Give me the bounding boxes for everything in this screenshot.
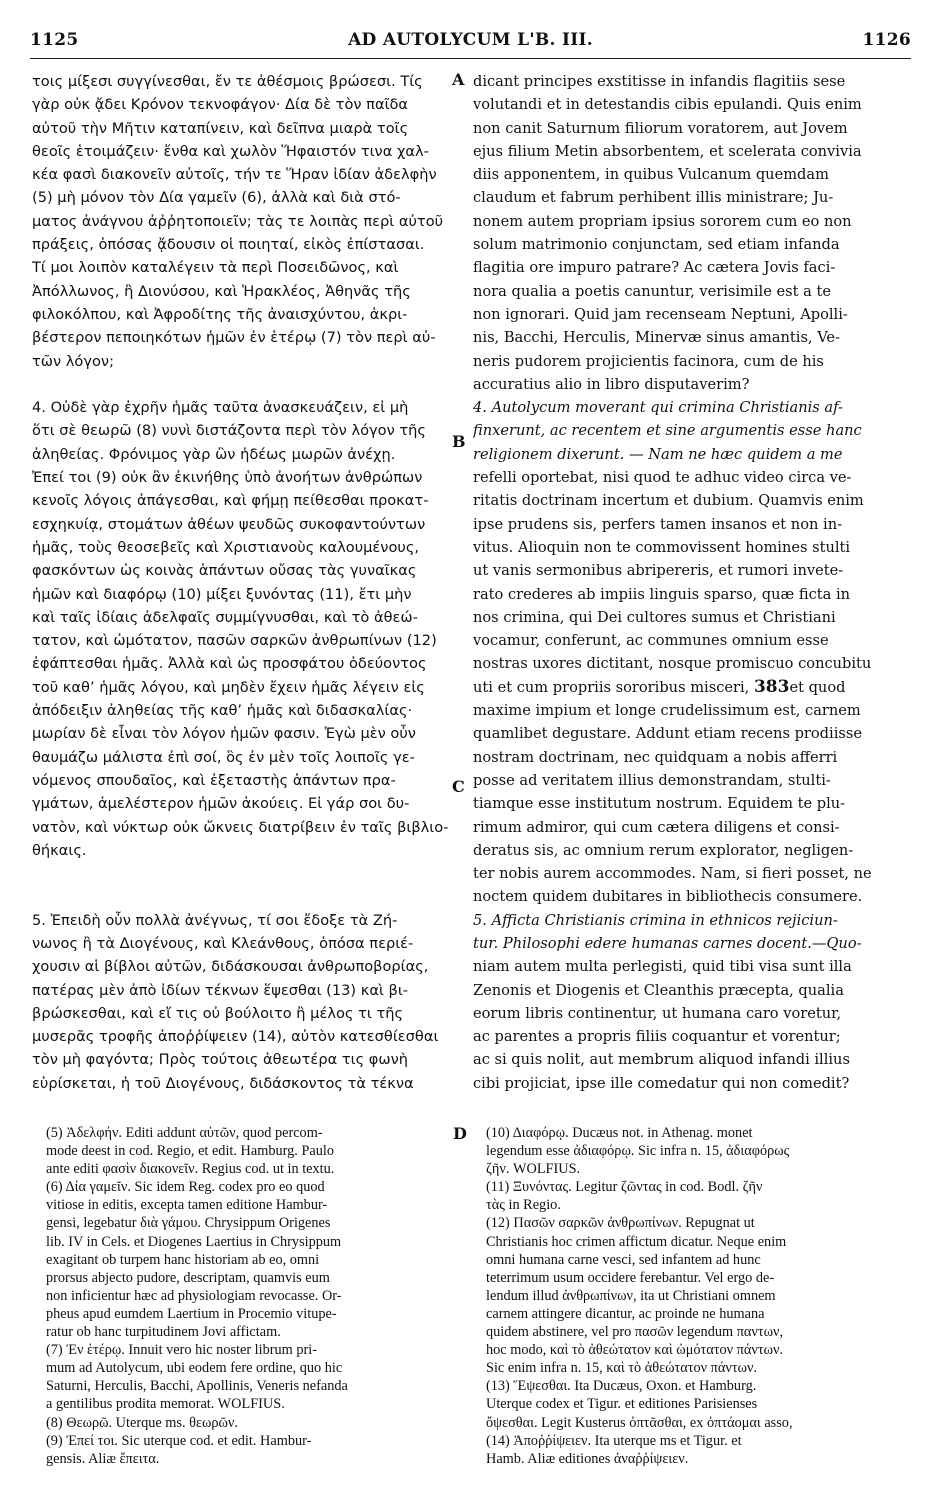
footnote-line: (8) Θεωρῶ. Uterque ms. θεωρῶν. [46,1414,238,1431]
footnote-line: omni humana carne vesci, sed infantem ad hunc [486,1251,761,1268]
footnote-line: (13) Ἕψεσθαι. Ita Ducæus, Oxon. et Hamburg. [486,1378,757,1395]
footnote-line: (6) Δία γαμεῖν. Sic idem Reg. codex pro eo quod [46,1179,325,1196]
running-header [30,30,911,54]
footnote-line: (9) Ἐπεί τοι. Sic uterque cod. et edit. Hambur- [46,1432,312,1449]
latin-line: tiamque esse institutum nostrum. Equidem te plu- [473,795,846,813]
greek-line: ἀπόδειξιν ἀληθείας τῆς καθ’ ἡμᾶς καὶ διδασκαλίας· [32,702,413,720]
greek-line: καὶ ταῖς ἰδίαις ἀδελφαῖς συμμίγνυσθαι, καὶ τὸ ἀθεώ- [32,608,418,626]
footnote-line: ante editi φασὶν διακονεῖν. Regius cod. ut in textu. [46,1161,335,1178]
greek-line: Τί μοι λοιπὸν καταλέγειν τὰ περὶ Ποσειδῶνος, καὶ [32,259,399,277]
latin-line: flagitia ore impuro patrare? Ac cætera Jovis faci- [473,259,836,277]
greek-line: τοις μίξεσι συγγίνεσθαι, ἔν τε ἀθέσμοις βρώσεσι. Τίς [32,73,423,90]
footnote-line: vitiose in editis, excepta tamen editione Hambur- [46,1197,328,1214]
latin-line: 4. Autolycum moverant qui crimina Christianis af- [473,399,843,417]
greek-line: ὅτι σὲ θεωρῶ (8) νυνὶ διστάζοντα περὶ τὸν λόγον τῆς [32,422,426,440]
greek-line: 4. Οὐδὲ γὰρ ἐχρῆν ἡμᾶς ταῦτα ἀνασκευάζειν, εἰ μὴ [32,399,409,417]
latin-line: ritatis doctrinam incertum et dubium. Quamvis enim [473,492,864,510]
greek-line: φασκόντων ὡς κοινὰς ἁπάντων οὔσας τὰς γυναῖκας [32,562,417,580]
latin-line: niam autem multa perlegisti, quid tibi visa sunt illa [473,958,852,976]
latin-line: ut vanis sermonibus abripereris, et rumori invete- [473,562,844,580]
latin-line: accuratius alio in libro disputaverim? [473,375,750,393]
footnote-line: teterrimum usum occidere ferebantur. Vel ergo de- [486,1269,775,1286]
latin-line-text: uti et cum propriis sororibus misceri, [473,678,750,696]
footnote-line: hoc modo, καὶ τὸ ἀθεώτατον καὶ ὠμότατον πάντων. [486,1342,784,1359]
greek-line: τατον, καὶ ὠμότατον, πασῶν σαρκῶν ἀνθρωπίνων (12) [32,632,437,650]
greek-line: χουσιν αἱ βίβλοι αὐτῶν, διδάσκουσαι ἀνθρωποβορίας, [32,958,429,976]
latin-line: solum matrimonio conjunctam, sed etiam infanda [473,236,840,254]
greek-line: 5. Ἐπειδὴ οὖν πολλὰ ἀνέγνως, τί σοι ἔδοξε τὰ Ζή- [32,911,398,929]
latin-line: noctem quidem dubitares in bibliothecis consumere. [473,888,863,906]
page-number-left: 1125 [30,30,79,50]
footnote-line: ὄψεσθαι. Legit Kusterus ὀπτᾶσθαι, ex ὀπτάομαι assο, [486,1414,793,1431]
greek-line: αὐτοῦ τὴν Μῆτιν καταπίνειν, καὶ δεῖπνα μιαρὰ τοῖς [32,119,409,137]
header-rule [30,58,911,59]
footnote-line: gensi, legebatur διὰ γάμου. Chrysippum Origenes [46,1215,331,1232]
footnote-line: carnem attingere dicantur, ac proinde ne humana [486,1305,765,1322]
greek-line: νωνος ἢ τὰ Διογένους, καὶ Κλεάνθους, ὁπόσα περιέ- [32,934,414,952]
latin-line: non canit Saturnum filiorum voratorem, aut Jovem [473,119,848,137]
greek-line: μωρίαν δὲ εἶναι τὸν λόγον ἡμῶν φασιν. Ἐγὼ μὲν οὖν [32,725,416,743]
greek-line: πατέρας μὲν ἀπὸ ἰδίων τέκνων ἕψεσθαι (13) καὶ βι- [32,981,409,999]
latin-line: nostram doctrinam, nec quidquam a nobis afferri [473,748,838,766]
greek-line: θαυμάζω μάλιστα ἐπὶ σοί, ὃς ἐν μὲν τοῖς λοιποῖς γε- [32,748,415,766]
greek-line: τὸν μὴ φαγόντα; Πρὸς τούτοις ἀθεωτέρα τις φωνὴ [32,1051,409,1069]
footnote-line: Saturni, Herculis, Bacchi, Apollinis, Veneris nefanda [46,1378,348,1395]
greek-line: γὰρ οὐκ ᾄδει Κρόνον τεκνοφάγον· Δία δὲ τὸν παῖδα [32,96,409,114]
greek-line: φιλοκόλπου, καὶ Ἀφροδίτης τῆς ἀναισχύντου, ἀκρι- [32,305,408,323]
latin-line: 5. Afficta Christianis crimina in ethnicos rejiciun- [473,911,838,929]
page-number-right: 1126 [862,30,911,50]
footnote-line: τὰς in Regio. [486,1197,561,1214]
latin-line: ac si quis nolit, aut membrum aliquod infandi illius [473,1051,850,1069]
latin-line: claudum et fabrum perhibent illis ministrare; Ju- [473,189,834,207]
greek-line: ἀληθείας. Φρόνιμος γὰρ ὢν ἡδέως μωρῶν ἀνέχῃ. [32,445,396,463]
latin-line: cibi projiciat, ipse ille comedatur qui non comedit? [473,1074,850,1092]
latin-line: dicant principes exstitisse in infandis flagitiis sese [473,73,846,90]
latin-line: ipse prudens sis, perfers tamen insanos et non in- [473,515,843,533]
margin-mark-b: B [452,432,466,451]
latin-line: tur. Philosophi edere humanas carnes docent.—Quo- [473,934,862,952]
greek-line: νόμενος σπουδαῖος, καὶ ἐξεταστὴς ἁπάντων πρα- [32,771,396,789]
margin-mark-a: A [452,70,465,89]
footnote-line: Hamb. Aliæ editiones ἀναῤῥίψειεν. [486,1450,689,1467]
footnote-line: (14) Ἀποῤῥίψειεν. Ita uterque ms et Tigur. et [486,1432,742,1449]
latin-line: nos crimina, qui Dei cultores sumus et Christiani [473,608,836,626]
latin-line: nonem autem propriam ipsius sororem cum eo non [473,212,852,230]
greek-line: (5) μὴ μόνον τὸν Δία γαμεῖν (6), ἀλλὰ καὶ διὰ στό- [32,189,401,207]
greek-line: κενοῖς λόγοις ἀπάγεσθαι, καὶ φήμῃ πείθεσθαι προκατ- [32,492,429,510]
latin-line [473,676,911,699]
greek-line: εσχηκυίᾳ, στομάτων ἀθέων ψευδῶς συκοφαντούντων [32,515,426,533]
latin-line: finxerunt, ac recentem et sine argumentis esse hanc [473,422,862,440]
greek-line: Ἐπεί τοι (9) οὐκ ἂν ἐκινήθης ὑπὸ ἀνοήτων ἀνθρώπων [32,469,423,487]
margin-mark-d: D [453,1124,467,1143]
greek-line: κέα φασὶ διακονεῖν αὐτοῖς, τήν τε Ἥραν ἰδίαν ἀδελφὴν [32,166,437,184]
latin-line: Zenonis et Diogenis et Cleanthis præcepta, qualia [473,981,844,999]
margin-mark-c: C [452,777,465,796]
greek-line: βρώσκεσθαι, καὶ εἴ τις οὐ βούλοιτο ἢ μέλος τι τῆς [32,1004,404,1022]
latin-line: nora qualia a poetis canuntur, verisimile est a te [473,282,831,300]
latin-line: non ignorari. Quid jam recenseam Neptuni, Apolli- [473,305,848,323]
footnote-line: (11) Ξυνόντας. Legitur ζῶντας in cod. Bodl. ζῆν [486,1179,763,1196]
footnotes-right [486,1124,906,1494]
latin-line: diis apponentem, in quibus Vulcanum quemdam [473,166,829,184]
footnote-line: lib. IV in Cels. et Diogenes Laertius in Chrysippum [46,1233,342,1250]
latin-line: rimum admiror, qui cum cætera diligens et consi- [473,818,840,836]
latin-line: refelli oportebat, nisi quod te adhuc video circa ve- [473,469,852,487]
greek-line [32,885,452,908]
latin-line: religionem dixerunt. — Nam ne hæc quidem a me [473,445,843,463]
latin-line: vocamur, conferunt, ac communes omnium esse [473,632,829,650]
footnote-line: Uterque codex et Tigur. et editiones Parisienses [486,1396,758,1413]
latin-line: ejus filium Metin absorbentem, et scelerata convivia [473,142,862,160]
greek-text-column [32,70,452,1115]
greek-line: Ἀπόλλωνος, ἢ Διονύσου, καὶ Ἡρακλέος, Ἀθηνᾶς τῆς [32,282,411,300]
greek-line: βέστερον πεποιηκότων ἡμῶν ἐν ἑτέρῳ (7) τὸν περὶ αὐ- [32,329,436,347]
greek-line: γμάτων, ἀμελέστερον ἡμῶν ἀκούεις. Εἰ γάρ σοι δυ- [32,795,410,813]
running-title: AD AUTOLYCUM L'B. III. [348,30,593,50]
footnote-line: gensis. Aliæ ἔπειτα. [46,1450,160,1467]
latin-line: eorum libris continentur, ut humana caro voretur, [473,1004,842,1022]
footnote-line: exagitant ob turpem hanc historiam ab eo, omni [46,1251,320,1268]
latin-text-column [473,70,911,1115]
latin-line: volutandi et in detestandis cibis epulandi. Quis enim [473,96,862,114]
latin-line: nostras uxores dictitant, nosque promiscuo concubitu [473,655,872,673]
greek-line: τοῦ καθ’ ἡμᾶς λόγου, καὶ μηδὲν ἔχειν ἡμᾶς λέγειν εἰς [32,678,425,696]
footnote-line: prorsus abjecto pudore, descriptam, quamvis eum [46,1269,330,1286]
greek-line [32,862,452,885]
footnote-line: ratur ob hanc turpitudinem Jovi affictam. [46,1324,281,1341]
column-number-badge: 383 [753,676,790,697]
latin-line-text: et quod [789,678,846,696]
greek-line: θήκαις. [32,841,87,859]
footnotes-left [46,1124,450,1494]
latin-line: rato crederes ab impiis linguis sparso, quæ ficta in [473,585,851,603]
greek-line: πράξεις, ὁπόσας ᾄδουσιν οἱ ποιηταί, εἰκὸς ἐπίστασαι. [32,236,425,254]
footnote-line: mum ad Autolycum, ubi eodem fere ordine, quo hic [46,1360,343,1377]
greek-line: νατὸν, καὶ νύκτωρ οὐκ ὤκνεις διατρίβειν ἐν ταῖς βιβλιο- [32,818,449,836]
greek-line [32,373,452,396]
latin-line: nis, Bacchi, Herculis, Minervæ sinus amantis, Ve- [473,329,840,347]
latin-line: posse ad veritatem illius demonstrandam, stulti- [473,771,831,789]
greek-line: θεοῖς ἑτοιμάζειν· ἔνθα καὶ χωλὸν Ἥφαιστόν τινα χαλ- [32,142,429,160]
footnote-line: non inficientur hæc ad physiologiam revocasse. Or- [46,1287,342,1304]
latin-line: maxime impium et longe crudelissimum est, carnem [473,702,861,720]
latin-line: vitus. Alioquin non te commovissent homines stulti [473,538,851,556]
latin-line: ter nobis aurem accommodes. Nam, si fieri posset, ne [473,865,872,883]
footnote-line: Sic enim infra n. 15, καὶ τὸ ἀθεώτατον πάντων. [486,1360,758,1377]
latin-line: neris pudorem projicientis facinora, cum de his [473,352,824,370]
greek-line: ἡμῶν καὶ διαφόρῳ (10) μίξει ξυνόντας (11), ἔτι μὴν [32,585,412,603]
footnote-line: lendum illud ἀνθρωπίνων, ita ut Christiani omnem [486,1287,776,1304]
footnote-line: ζῆν. WOLFIUS. [486,1161,581,1178]
footnote-line: quidem abstinere, vel pro πασῶν legendum παντων, [486,1324,784,1341]
footnote-line: (7) Ἐν ἑτέρῳ. Innuit vero hic noster librum pri- [46,1342,318,1359]
latin-line: deratus sis, ac omnium rerum explorator, negligen- [473,841,854,859]
footnote-line: (10) Διαφόρῳ. Ducæus not. in Athenag. monet [486,1125,753,1141]
footnote-line: (5) Ἀδελφήν. Editi addunt αὐτῶν, quod percom- [46,1125,323,1141]
footnote-line: mode deest in cod. Regio, et edit. Hamburg. Paulo [46,1143,335,1160]
greek-line: εὑρίσκεται, ἡ τοῦ Διογένους, διδάσκοντος τὰ τέκνα [32,1074,414,1092]
latin-line: ac parentes a propris filiis coquantur et vorentur; [473,1028,841,1046]
footnote-line: (12) Πασῶν σαρκῶν ἀνθρωπίνων. Repugnat ut [486,1215,755,1232]
footnote-line: a gentilibus prodita memorat. WOLFIUS. [46,1396,285,1413]
greek-line: ματος ἀνάγνου ἀῤῥητοποιεῖν; τὰς τε λοιπὰς περὶ αὐτοῦ [32,212,444,230]
footnote-line: legendum esse ἀδιαφόρῳ. Sic infra n. 15, ἀδιαφόρως [486,1143,790,1160]
footnote-line: pheus apud eumdem Laertium in Procemio vitupe- [46,1305,337,1322]
greek-line: ἐφάπτεσθαι ἡμᾶς. Ἀλλὰ καὶ ὡς προσφάτου ὁδεύοντος [32,655,427,673]
latin-line: quamlibet degustare. Addunt etiam recens prodiisse [473,725,862,743]
greek-line: μυσερᾶς τροφῆς ἀποῤῥίψειεν (14), αὐτὸν κατεσθίεσθαι [32,1028,439,1046]
footnote-line: Christianis hoc crimen affictum dicatur. Neque enim [486,1233,787,1250]
greek-line: τῶν λόγον; [32,352,114,370]
greek-line: ἡμᾶς, τοὺς θεοσεβεῖς καὶ Χριστιανοὺς καλουμένους, [32,538,420,556]
